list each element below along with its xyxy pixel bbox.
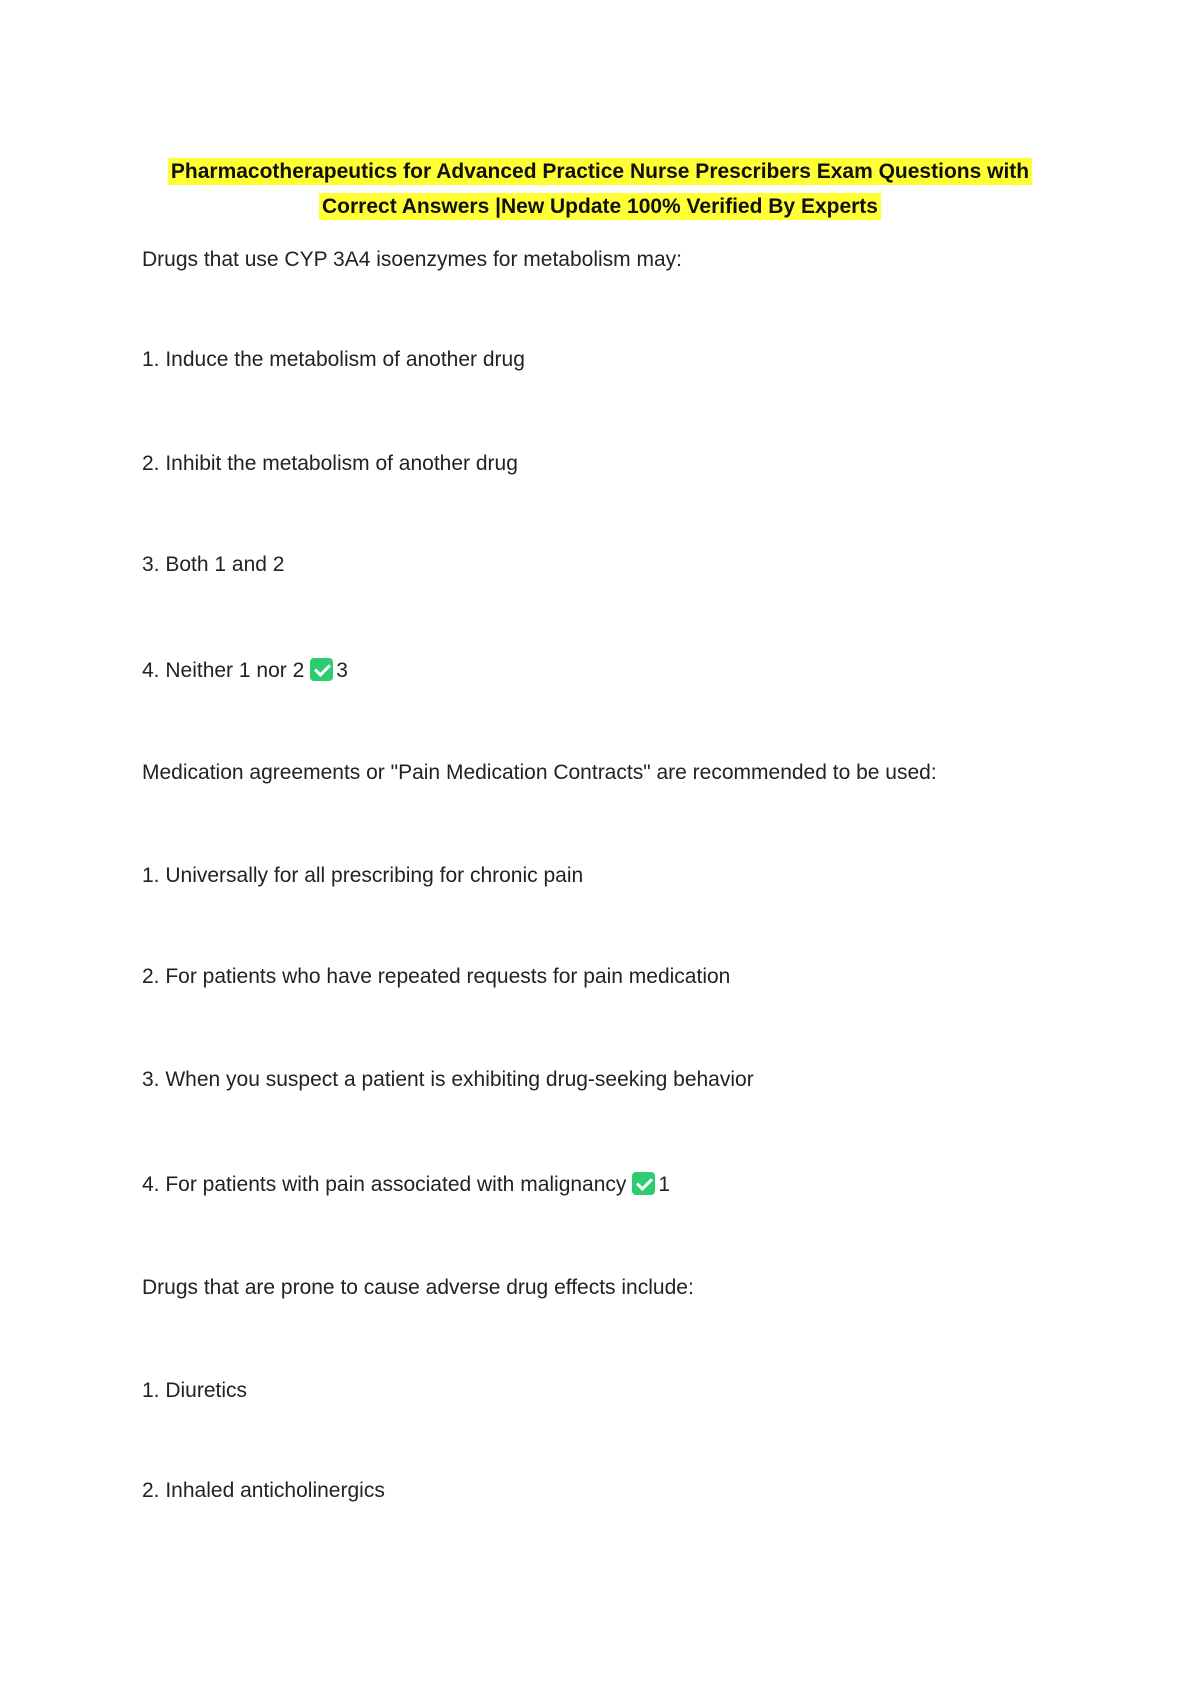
document-title bbox=[130, 154, 1070, 224]
check-icon bbox=[310, 658, 333, 681]
question-1-option-4-row bbox=[142, 657, 348, 685]
question-2-option-4: 4. For patients with pain associated with malignancy bbox=[142, 1173, 627, 1196]
question-2-option-4-row bbox=[142, 1171, 670, 1199]
question-3-option-1: 1. Diuretics bbox=[142, 1379, 248, 1402]
check-icon bbox=[632, 1172, 655, 1195]
question-3-option-2: 2. Inhaled anticholinergics bbox=[142, 1479, 385, 1502]
title-highlight: Pharmacotherapeutics for Advanced Practice Nurse Prescribers Exam Questions with Correct Answers |New Update 100% Verified By Experts bbox=[168, 158, 1032, 220]
question-1-option-2: 2. Inhibit the metabolism of another drug bbox=[142, 452, 518, 475]
question-2-text: Medication agreements or "Pain Medication Contracts" are recommended to be used: bbox=[142, 761, 937, 784]
question-1-answer: 3 bbox=[336, 659, 348, 682]
question-1-option-3: 3. Both 1 and 2 bbox=[142, 553, 285, 576]
question-2-option-3: 3. When you suspect a patient is exhibiting drug-seeking behavior bbox=[142, 1068, 754, 1091]
question-3-text: Drugs that are prone to cause adverse drug effects include: bbox=[142, 1276, 694, 1299]
question-1-text: Drugs that use CYP 3A4 isoenzymes for metabolism may: bbox=[142, 248, 683, 271]
question-2-option-1: 1. Universally for all prescribing for chronic pain bbox=[142, 864, 584, 887]
question-1-option-1: 1. Induce the metabolism of another drug bbox=[142, 348, 525, 371]
question-2-answer: 1 bbox=[658, 1173, 671, 1196]
question-1-option-4: 4. Neither 1 nor 2 bbox=[142, 659, 305, 682]
question-2-option-2: 2. For patients who have repeated requests for pain medication bbox=[142, 965, 731, 988]
